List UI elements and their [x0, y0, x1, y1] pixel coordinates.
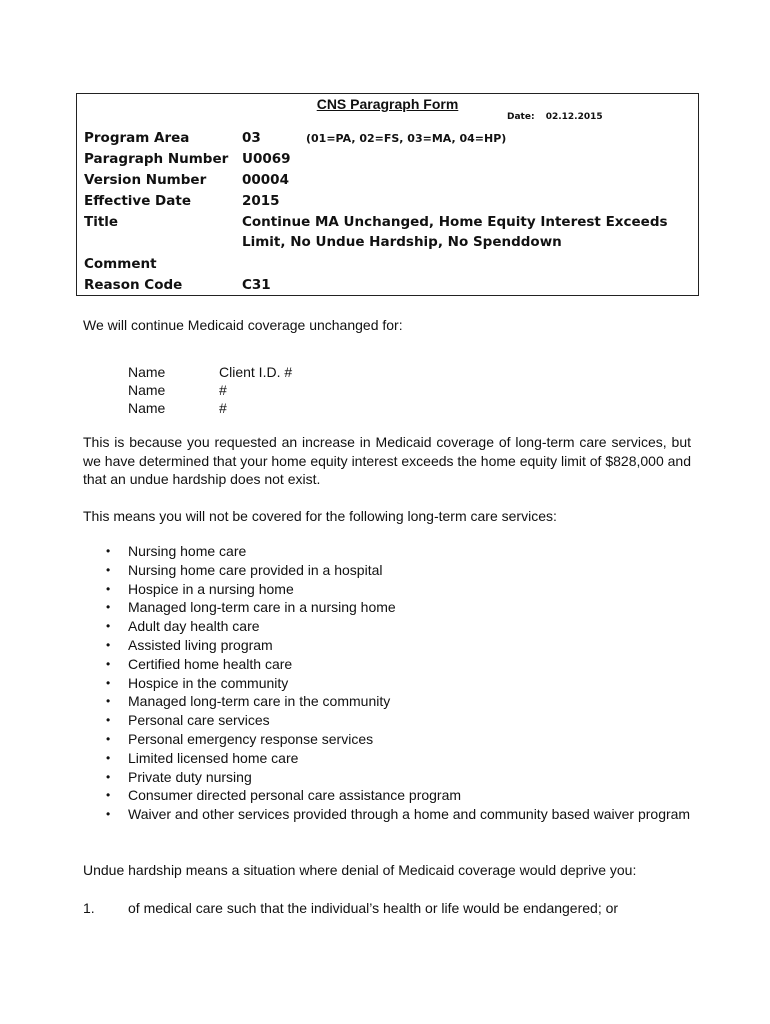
- services-list: [106, 542, 691, 824]
- client-name: Name: [128, 382, 166, 398]
- bullet-icon: •: [106, 619, 111, 634]
- form-title: CNS Paragraph Form: [316, 96, 459, 112]
- numbered-item: [83, 900, 618, 916]
- program-area-note: (01=PA, 02=FS, 03=MA, 04=HP): [306, 132, 507, 145]
- bullet-icon: •: [106, 750, 111, 765]
- reason-code-label: Reason Code: [84, 277, 183, 293]
- paragraph-number-value: U0069: [242, 151, 291, 167]
- bullet-icon: •: [106, 656, 111, 671]
- list-item-text: Certified home health care: [128, 655, 293, 672]
- list-item: [106, 617, 691, 636]
- list-item-text: Hospice in a nursing home: [128, 580, 294, 597]
- program-area-label: Program Area: [84, 130, 190, 146]
- list-item-text: Private duty nursing: [128, 768, 252, 785]
- client-name: Name: [128, 400, 166, 416]
- list-item: [106, 692, 691, 711]
- program-area-row: [84, 128, 682, 149]
- list-item-text: Hospice in the community: [128, 674, 289, 691]
- bullet-icon: •: [106, 600, 111, 615]
- effective-date-label: Effective Date: [84, 193, 191, 209]
- client-list: [128, 363, 292, 417]
- list-item: [106, 730, 691, 749]
- client-id: Client I.D. #: [219, 364, 293, 380]
- list-item-text: Managed long-term care in the community: [128, 693, 391, 710]
- list-item: [106, 786, 691, 805]
- reason-code-value: C31: [242, 277, 271, 293]
- client-name: Name: [128, 364, 166, 380]
- undue-hardship-paragraph: Undue hardship means a situation where denial of Medicaid coverage would deprive you:: [83, 862, 637, 878]
- list-item: [106, 749, 691, 768]
- list-item: [106, 561, 691, 580]
- client-row: [128, 363, 292, 381]
- list-item: [106, 711, 691, 730]
- comment-row: [84, 254, 682, 275]
- bullet-icon: •: [106, 769, 111, 784]
- bullet-icon: •: [106, 637, 111, 652]
- bullet-icon: •: [106, 807, 111, 822]
- title-value: Continue MA Unchanged, Home Equity Interest Exceeds Limit, No Undue Hardship, No Spenddown: [242, 214, 668, 250]
- list-item: [106, 674, 691, 693]
- list-item-text: Assisted living program: [128, 636, 273, 653]
- bullet-icon: •: [106, 788, 111, 803]
- version-number-row: [84, 170, 682, 191]
- bullet-icon: •: [106, 713, 111, 728]
- form-header-box: [76, 93, 699, 296]
- not-covered-intro: This means you will not be covered for the following long-term care services:: [83, 508, 557, 524]
- list-item: [106, 805, 691, 824]
- client-row: [128, 381, 292, 399]
- title-row: [84, 212, 682, 252]
- numbered-item-text: of medical care such that the individual’s health or life would be endangered; or: [128, 900, 619, 916]
- list-item-text: Managed long-term care in a nursing home: [128, 599, 396, 616]
- list-item-text: Limited licensed home care: [128, 749, 299, 766]
- date-label: Date:: [507, 112, 535, 122]
- bullet-icon: •: [106, 731, 111, 746]
- date-value: 02.12.2015: [545, 112, 603, 122]
- paragraph-number-row: [84, 149, 682, 170]
- list-item-text: Adult day health care: [128, 618, 260, 635]
- client-id: #: [219, 400, 227, 416]
- client-row: [128, 399, 292, 417]
- list-item: [106, 655, 691, 674]
- title-label: Title: [84, 214, 119, 230]
- list-item-text: Consumer directed personal care assistance program: [128, 787, 462, 804]
- date-line: [507, 112, 603, 122]
- bullet-icon: •: [106, 562, 111, 577]
- form-fields: [84, 128, 682, 296]
- list-item: [106, 580, 691, 599]
- comment-label: Comment: [84, 256, 157, 272]
- list-item-text: Personal emergency response services: [128, 730, 374, 747]
- bullet-icon: •: [106, 694, 111, 709]
- list-item-text: Personal care services: [128, 712, 270, 729]
- bullet-icon: •: [106, 675, 111, 690]
- list-item: [106, 768, 691, 787]
- intro-paragraph: We will continue Medicaid coverage unchanged for:: [83, 317, 403, 333]
- paragraph-number-label: Paragraph Number: [84, 151, 229, 167]
- bullet-icon: •: [106, 581, 111, 596]
- bullet-icon: •: [106, 544, 111, 558]
- numbered-item-number: 1.: [83, 900, 95, 916]
- list-item: [106, 636, 691, 655]
- list-item-text: Waiver and other services provided through a home and community based waiver program: [128, 806, 691, 823]
- list-item: [106, 598, 691, 617]
- list-item-text: Nursing home care provided in a hospital: [128, 561, 383, 578]
- program-area-value: 03: [242, 130, 261, 146]
- effective-date-row: [84, 191, 682, 212]
- effective-date-value: 2015: [242, 193, 280, 209]
- list-item-text: Nursing home care: [128, 543, 247, 559]
- version-number-value: 00004: [242, 172, 289, 188]
- reason-paragraph: This is because you requested an increase in Medicaid coverage of long-term care services, but we have determined that your home equity interest exceeds the home equity limit of $828,000 and that an undue hardship does not exist.: [83, 434, 691, 487]
- client-id: #: [219, 382, 227, 398]
- list-item: [106, 542, 691, 561]
- version-number-label: Version Number: [84, 172, 207, 188]
- reason-code-row: [84, 275, 682, 296]
